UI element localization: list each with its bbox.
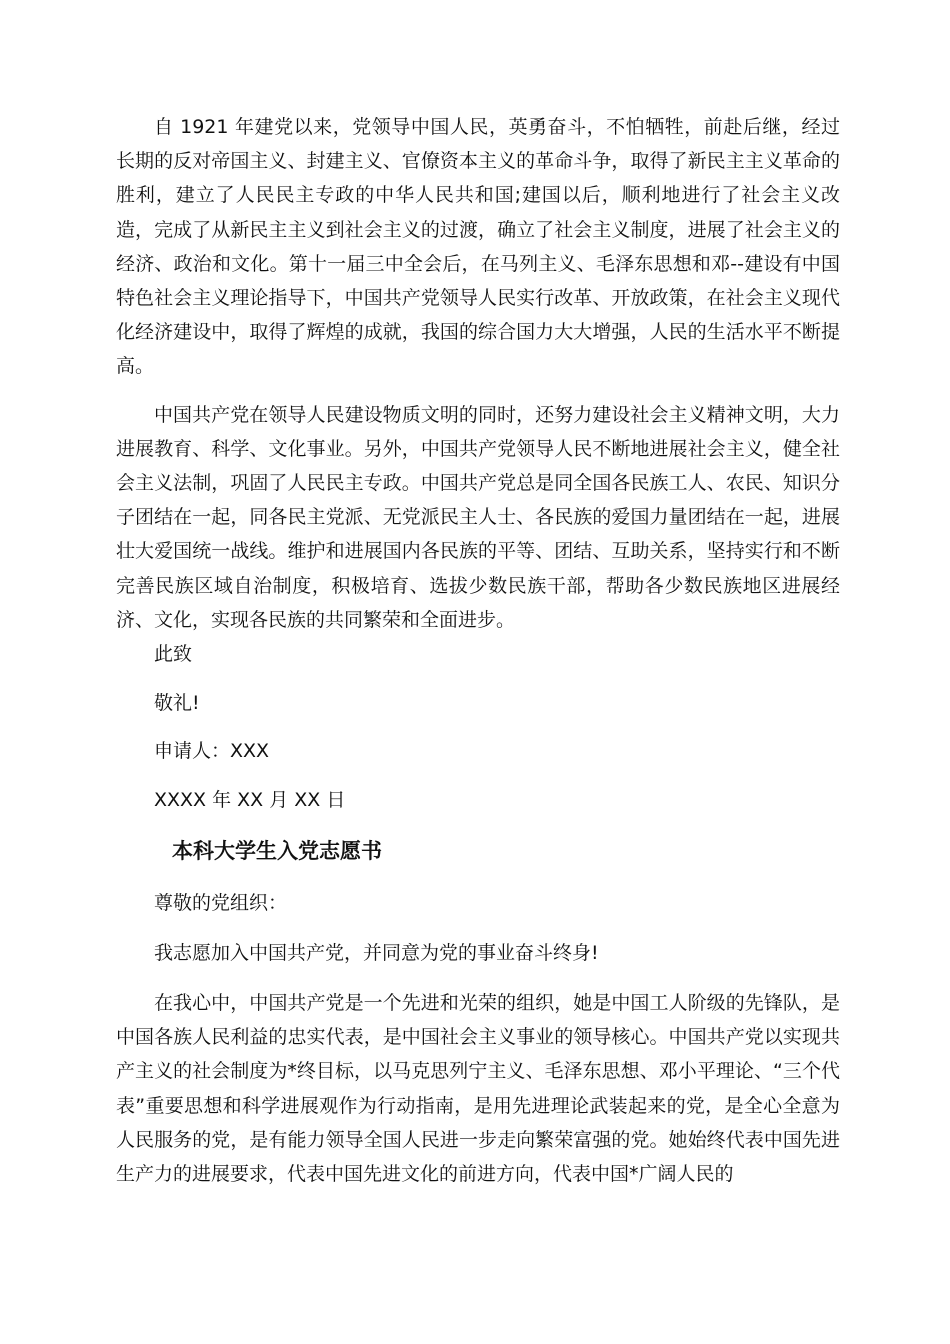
paragraph-party-description: 在我心中，中国共产党是一个先进和光荣的组织，她是中国工人阶级的先锋队，是中国各族人民利益的忠实代表，是中国社会主义事业的领导核心。中国共产党以实现共产主义的社会制度为*终目标，以马克思列宁主义、毛泽东思想、邓小平理论、“三个代表”重要思想和科学进展观作为行动指南，是用先进理论武装起来的党，是全心全意为人民服务的党，是有能力领导全国人民进一步走向繁荣富强的党。她始终代表中国先进生产力的进展要求，代表中国先进文化的前进方向，代表中国*广阔人民的 [116, 992, 840, 1186]
document-heading: 本科大学生入党志愿书 [172, 839, 382, 863]
paragraph-party-history: 自 1921 年建党以来，党领导中国人民，英勇奋斗，不怕牺牲，前赴后继，经过长期的反对帝国主义、封建主义、官僚资本主义的革命斗争，取得了新民主主义革命的胜利，建立了人民民主专政的中华人民共和国;建国以后，顺利地进行了社会主义改造，完成了从新民主主义到社会主义的过渡，确立了社会主义制度，进展了社会主义的经济、政治和文化。第十一届三中全会后，在马列主义、毛泽东思想和邓--建设有中国特色社会主义理论指导下，中国共产党领导人民实行改革、开放政策，在社会主义现代化经济建设中，取得了辉煌的成就，我国的综合国力大大增强，人民的生活水平不断提高。 [116, 116, 840, 378]
salute-line: 敬礼! [154, 692, 200, 714]
date-line: XXXX 年 XX 月 XX 日 [154, 789, 346, 811]
applicant-line: 申请人：XXX [154, 740, 270, 762]
paragraph-spiritual-civilization: 中国共产党在领导人民建设物质文明的同时，还努力建设社会主义精神文明，大力进展教育、科学、文化事业。另外，中国共产党领导人民不断地进展社会主义，健全社会主义法制，巩固了人民民主专政。中国共产党总是同全国各民族工人、农民、知识分子团结在一起，同各民主党派、无党派民主人士、各民族的爱国力量团结在一起，进展壮大爱国统一战线。维护和进展国内各民族的平等、团结、互助关系，坚持实行和不断完善民族区域自治制度，积极培育、选拔少数民族干部，帮助各少数民族地区进展经济、文化，实现各民族的共同繁荣和全面进步。 [116, 403, 840, 631]
body-text-section-1 [116, 110, 840, 637]
greeting-line: 尊敬的党组织： [154, 892, 288, 914]
declaration-line: 我志愿加入中国共产党，并同意为党的事业奋斗终身! [154, 942, 599, 964]
closing-line: 此致 [154, 643, 193, 665]
body-text-section-2 [116, 986, 840, 1191]
